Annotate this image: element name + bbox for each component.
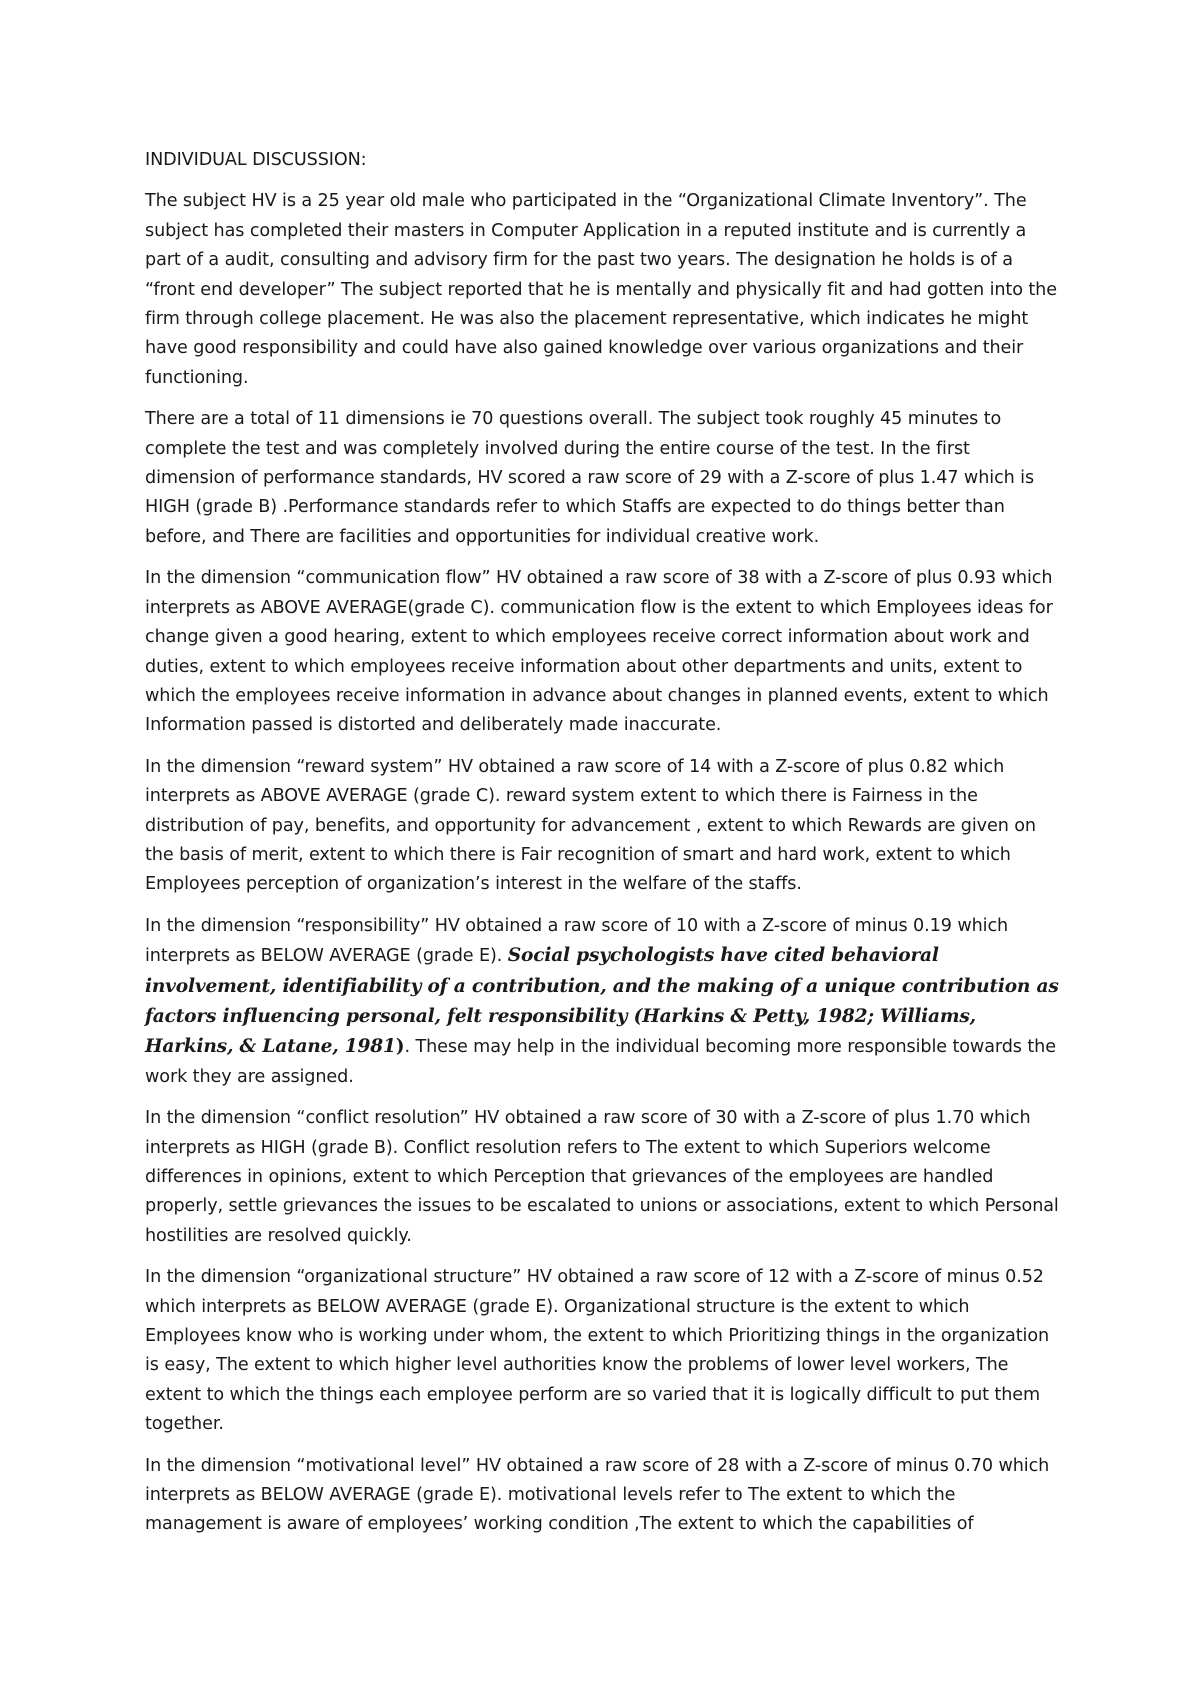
paragraph-subject-background: The subject HV is a 25 year old male who participated in the “Organizational Climate Inventory”. The subject has completed their masters in Computer Application in a reputed institute and is currently a part of a audit, consulting and advisory firm for the past two years. The designation he holds is of a “front end developer” The subject reported that he is mentally and physically fit and had gotten into the firm through college placement. He was also the placement representative, which indicates he might have good responsibility and could have also gained knowledge over various organizations and their functioning. bbox=[145, 191, 1057, 388]
responsibility-citation: Social psychologists have cited behavioral involvement, identifiability of a contribution, and the making of a unique contribution as factors influencing personal, felt responsibility (Harkins & Petty, 1982; Williams, Harkins, & Latane, 1981 bbox=[145, 945, 1059, 1058]
citation-close-paren: ) bbox=[395, 1036, 405, 1058]
paragraph-responsibility bbox=[145, 912, 1065, 1092]
paragraph-performance-standards: There are a total of 11 dimensions ie 70 questions overall. The subject took roughly 45 minutes to complete the test and was completely involved during the entire course of the test. In the first dimension of performance standards, HV scored a raw score of 29 with a Z-score of plus 1.47 which is HIGH (grade B) .Performance standards refer to which Staffs are expected to do things better than before, and There are facilities and opportunities for individual creative work. bbox=[145, 409, 1035, 547]
document-body bbox=[145, 146, 1065, 1552]
paragraph-conflict-resolution: In the dimension “conflict resolution” HV obtained a raw score of 30 with a Z-score of plus 1.70 which interprets as HIGH (grade B). Conflict resolution refers to The extent to which Superiors welcome differences in opinions, extent to which Perception that grievances of the employees are handled properly, settle grievances the issues to be escalated to unions or associations, extent to which Personal hostilities are resolved quickly. bbox=[145, 1108, 1059, 1246]
paragraph-motivational-level: In the dimension “motivational level” HV obtained a raw score of 28 with a Z-score of minus 0.70 which interprets as BELOW AVERAGE (grade E). motivational levels refer to The extent to which the management is aware of employees’ working condition ,The extent to which the capabilities of bbox=[145, 1455, 1050, 1535]
paragraph-communication-flow: In the dimension “communication flow” HV obtained a raw score of 38 with a Z-score of plus 0.93 which interprets as ABOVE AVERAGE(grade C). communication flow is the extent to which Employees ideas for change given a good hearing, extent to which employees receive correct information about work and duties, extent to which employees receive information about other departments and units, extent to which the employees receive information in advance about changes in planned events, extent to which Information passed is distorted and deliberately made inaccurate. bbox=[145, 568, 1053, 736]
paragraph-reward-system: In the dimension “reward system” HV obtained a raw score of 14 with a Z-score of plus 0.82 which interprets as ABOVE AVERAGE (grade C). reward system extent to which there is Fairness in the distribution of pay, benefits, and opportunity for advancement , extent to which Rewards are given on the basis of merit, extent to which there is Fair recognition of smart and hard work, extent to which Employees perception of organization’s interest in the welfare of the staffs. bbox=[145, 756, 1036, 895]
responsibility-conclusion: . These may help in the individual becoming more responsible towards the work they are assigned. bbox=[145, 1037, 1056, 1087]
responsibility-intro: In the dimension “responsibility” HV obtained a raw score of 10 with a Z-score of minus 0.19 which interprets as BELOW AVERAGE (grade E). bbox=[145, 915, 1009, 967]
paragraph-organizational-structure: In the dimension “organizational structure” HV obtained a raw score of 12 with a Z-score of minus 0.52 which interprets as BELOW AVERAGE (grade E). Organizational structure is the extent to which Employees know who is working under whom, the extent to which Prioritizing things in the organization is easy, The extent to which higher level authorities know the problems of lower level workers, The extent to which the things each employee perform are so varied that it is logically difficult to put them together. bbox=[145, 1267, 1050, 1435]
section-heading: INDIVIDUAL DISCUSSION: bbox=[145, 150, 367, 170]
